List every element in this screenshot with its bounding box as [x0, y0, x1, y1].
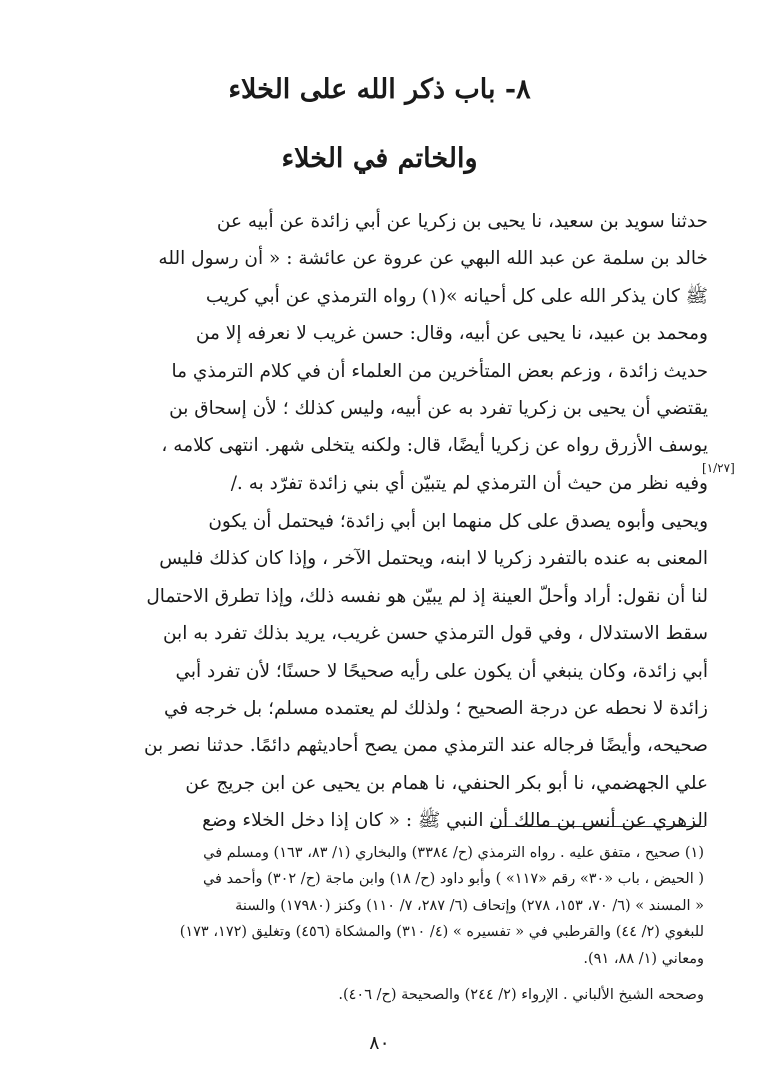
page-number: ٨٠: [369, 1032, 390, 1054]
text-line: أبي زائدة، وكان ينبغي أن يكون على رأيه صحيحًا لا حسنًا؛ لأن تفرد أبي: [175, 660, 708, 682]
footnote-line: (١) صحيح ، متفق عليه . رواه الترمذي (ح/ ٣٣٨٤) والبخاري (١/ ٨٣، ١٦٣) ومسلم في: [203, 845, 704, 861]
text-line: زائدة لا نحطه عن درجة الصحيح ؛ ولذلك لم يعتمده مسلم؛ بل خرجه في: [164, 698, 708, 720]
footnote-line: للبغوي (٢/ ٤٤) والقرطبي في « تفسيره » (٤/ ٣١٠) والمشكاة (٤٥٦) وتغليق (١٧٢، ١٧٣): [179, 924, 704, 941]
footnote-authentication: وصححه الشيخ الألباني . الإرواء (٢/ ٢٤٤) والصحيحة (ح/ ٤٠٦).: [338, 987, 704, 1003]
footnotes: [92, 840, 704, 972]
text-line: خالد بن سلمة عن عبد الله البهي عن عروة عن عائشة : « أن رسول الله: [158, 248, 708, 270]
text-line: لنا أن نقول: أراد وأحلّ العينة إذ لم يبيّن هو نفسه ذلك، وإذا تطرق الاحتمال: [146, 585, 708, 607]
text-line: ﷺ كان يذكر الله على كل أحيانه »(١) رواه الترمذي عن أبي كريب: [205, 285, 708, 307]
text-line: وفيه نظر من حيث أن الترمذي لم يتبيّن أي بني زائدة تفرّد به ./: [230, 472, 708, 494]
footnote-line: « المسند » (٦/ ٧٠، ١٥٣، ٢٧٨) وإتحاف (٦/ ٢٨٧، ٧/ ١١٠) وكنز (١٧٩٨٠) والسنة: [235, 897, 704, 914]
paragraph-1: [88, 203, 708, 502]
footnote-line: ( الحيض ، باب «٣٠» رقم «١١٧» ) وأبو داود (ح/ ١٨) وابن ماجة (ح/ ٣٠٢) وأحمد في: [202, 871, 704, 888]
chapter-subtitle: والخاتم في الخلاء: [281, 143, 478, 174]
text-line: سقط الاستدلال ، وفي قول الترمذي حسن غريب، يريد بذلك تفرد به ابن: [162, 623, 708, 645]
footnote-line: ومعاني (١/ ٨٨، ٩١).: [583, 950, 704, 967]
margin-page-reference: [١/٢٧]: [702, 461, 735, 475]
chapter-title: ٨- باب ذكر الله على الخلاء: [228, 74, 531, 105]
text-line: صحيحه، وأيضًا فرجاله عند الترمذي ممن يصح أحاديثهم دائمًا. حدثنا نصر بن: [143, 735, 708, 757]
text-line: الزهري عن أنس بن مالك أن النبي ﷺ : « كان إذا دخل الخلاء وضع: [202, 810, 708, 832]
text-line: يقتضي أن يحيى بن زكريا تفرد به عن أبيه، وليس كذلك ؛ لأن إسحاق بن: [169, 398, 708, 420]
text-line: يوسف الأزرق رواه عن زكريا أيضًا، قال: ولكنه يتخلى شهر. انتهى كلامه ،: [161, 435, 708, 457]
text-line: ويحيى وأبوه يصدق على كل منهما ابن أبي زائدة؛ فيحتمل أن يكون: [208, 511, 708, 532]
text-line: علي الجهضمي، نا أبو بكر الحنفي، نا همام بن يحيى عن ابن جريج عن: [185, 772, 708, 794]
text-line: المعنى به عنده بالتفرد زكريا لا ابنه، ويحتمل الآخر ، وإذا كان كذلك فليس: [159, 548, 708, 570]
text-line: حديث زائدة ، وزعم بعض المتأخرين من العلماء أن في كلام الترمذي ما: [171, 360, 708, 382]
footnote-divider: [490, 826, 705, 827]
paragraph-2: [88, 503, 708, 840]
text-line: حدثنا سويد بن سعيد، نا يحيى بن زكريا عن أبي زائدة عن أبيه عن: [216, 211, 708, 232]
text-line: ومحمد بن عبيد، نا يحيى عن أبيه، وقال: حسن غريب لا نعرفه إلا من: [195, 323, 708, 345]
